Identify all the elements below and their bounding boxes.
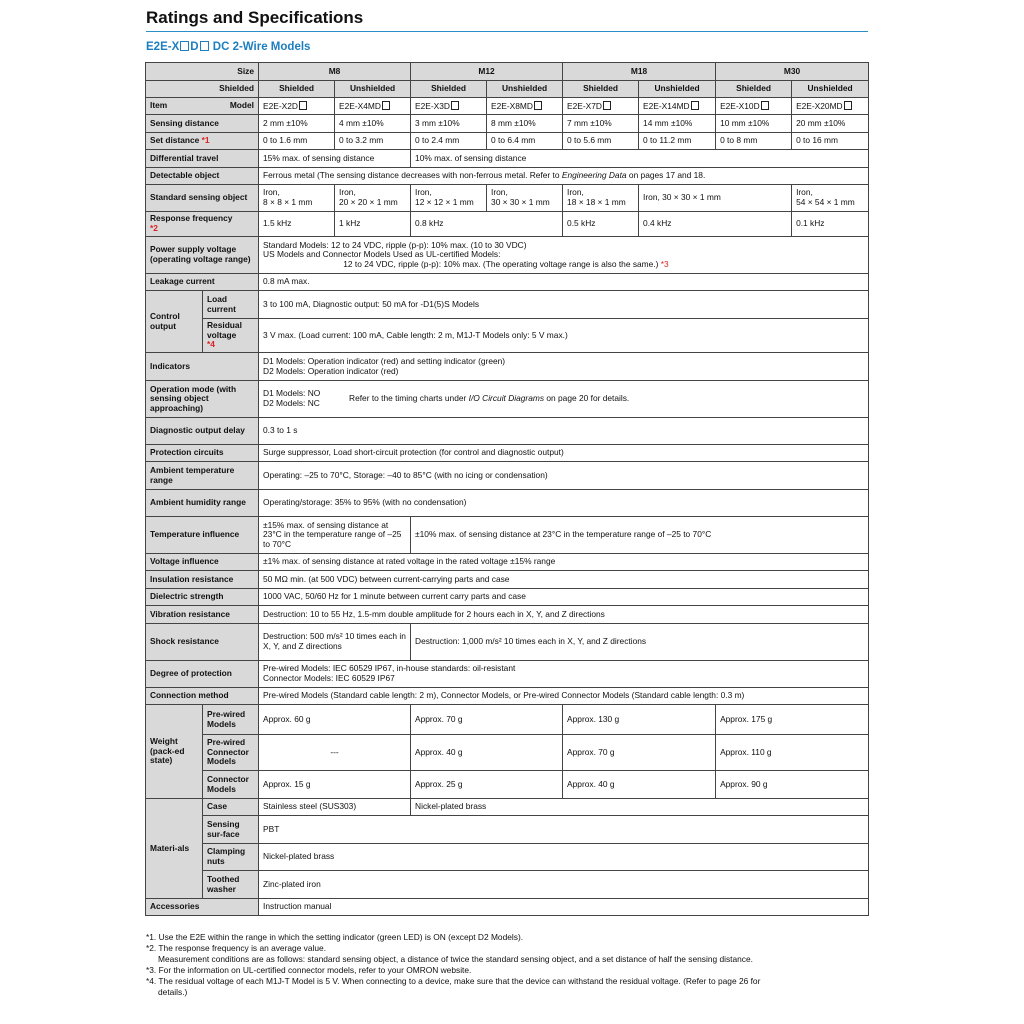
footnote-ref: *3 (660, 258, 669, 269)
materials-washer-row (146, 871, 869, 899)
row-label-text: Set distance (150, 135, 200, 146)
section-title-mid: D (190, 41, 199, 53)
spec-table (145, 62, 869, 916)
footnote: *4. The residual voltage of each M1J-T Model is 5 V. When connecting to a device, make sure that the device can withstand the residual voltage. (Refer to page 26 for (146, 976, 761, 986)
shield-type: Shielded (259, 81, 335, 98)
iron-label: Iron, (339, 187, 356, 198)
text-emphasis: I/O Circuit Diagrams (468, 393, 545, 404)
sensing-distance-row (146, 115, 869, 133)
placeholder-box-icon (200, 41, 209, 51)
set-distance-row (146, 133, 869, 150)
table-cell: 3 mm ±10% (411, 115, 487, 133)
row-label: Weight (pack-ed state) (146, 705, 203, 799)
sub-label: Pre-wired Models (203, 705, 259, 735)
header-shield-row (146, 81, 869, 98)
model-cell (411, 98, 487, 115)
header-model-row (146, 98, 869, 115)
row-label: Accessories (146, 899, 259, 916)
footnote: details.) (158, 987, 188, 997)
weight-connector-row (146, 771, 869, 799)
model-name: E2E-X8MD (491, 100, 533, 111)
diagnostic-delay-row (146, 418, 869, 445)
model-cell (639, 98, 716, 115)
footnote-ref: *4 (207, 339, 215, 350)
placeholder-box-icon (382, 101, 390, 110)
model-name: E2E-X14MD (643, 100, 690, 111)
sub-label: Clamping nuts (203, 844, 259, 871)
footnote: Measurement conditions are as follows: standard sensing object, a distance of twice the standard sensing object, and a set distance of half the sensing distance. (158, 954, 753, 964)
text-line: Pre-wired Models: IEC 60529 IP67, in-house standards: oil-resistant (263, 663, 516, 674)
row-label: Sensing distance (146, 115, 259, 133)
footnotes (146, 932, 870, 998)
row-label: Degree of protection (146, 661, 259, 688)
title-rule (146, 31, 868, 32)
placeholder-box-icon (451, 101, 459, 110)
shield-type: Shielded (716, 81, 792, 98)
voltage-influence-row (146, 554, 869, 571)
placeholder-box-icon (603, 101, 611, 110)
table-cell: 0.4 kHz (639, 212, 792, 237)
iron-label: Iron, (796, 187, 813, 198)
placeholder-box-icon (761, 101, 769, 110)
table-cell: Approx. 110 g (716, 735, 869, 771)
table-cell: 0 to 6.4 mm (487, 133, 563, 150)
table-cell: 0 to 5.6 mm (563, 133, 639, 150)
table-cell: Instruction manual (259, 899, 869, 916)
model-name: E2E-X10D (720, 100, 760, 111)
row-label: Leakage current (146, 274, 259, 291)
weight-prewired-connector-row (146, 735, 869, 771)
table-cell: Approx. 175 g (716, 705, 869, 735)
table-cell: 0 to 1.6 mm (259, 133, 335, 150)
row-label: Differential travel (146, 150, 259, 168)
placeholder-box-icon (299, 101, 307, 110)
table-cell: 0.8 kHz (411, 212, 563, 237)
table-cell: Operating/storage: 35% to 95% (with no condensation) (259, 490, 869, 517)
size-m12: M12 (411, 63, 563, 81)
row-label: Detectable object (146, 168, 259, 185)
table-cell: 1 kHz (335, 212, 411, 237)
object-size: 18 × 18 × 1 mm (567, 197, 626, 207)
row-label: Shock resistance (146, 624, 259, 661)
table-cell: 4 mm ±10% (335, 115, 411, 133)
row-label: Operation mode (with sensing object approaching) (146, 381, 259, 418)
shield-type: Unshielded (792, 81, 869, 98)
section-title (146, 41, 310, 53)
text-line: 12 to 24 VDC, ripple (p-p): 10% max. (The operating voltage range is also the same.) (343, 258, 659, 269)
text-emphasis: Engineering Data (561, 170, 627, 181)
object-size: 20 × 20 × 1 mm (339, 197, 398, 207)
footnote: *1. Use the E2E within the range in which the setting indicator (green LED) is ON (except D2 Models). (146, 932, 524, 942)
table-cell: Approx. 70 g (411, 705, 563, 735)
table-cell: Destruction: 500 m/s² 10 times each in X, Y, and Z directions (259, 624, 411, 661)
footnote-ref: *2 (150, 223, 158, 233)
model-cell (259, 98, 335, 115)
sub-label: Case (203, 799, 259, 816)
sub-label (203, 319, 259, 353)
model-name: E2E-X3D (415, 100, 450, 111)
row-label: Control output (146, 291, 203, 353)
standard-object-row (146, 185, 869, 212)
temperature-influence-row (146, 517, 869, 554)
placeholder-box-icon (844, 101, 852, 110)
iron-label: Iron, (263, 187, 280, 198)
model-cell (487, 98, 563, 115)
sub-label: Load current (203, 291, 259, 319)
text-line: Standard Models: 12 to 24 VDC, ripple (p-p): 10% max. (10 to 30 VDC) (263, 239, 527, 250)
model-cell (792, 98, 869, 115)
ambient-temperature-row (146, 462, 869, 490)
row-label (146, 133, 259, 150)
page-title: Ratings and Specifications (146, 8, 364, 27)
sub-label: Toothed washer (203, 871, 259, 899)
table-cell: 0.5 kHz (563, 212, 639, 237)
table-cell (259, 353, 869, 381)
row-label-text: Response frequency (150, 213, 233, 224)
row-label: Materi-als (146, 799, 203, 899)
protection-degree-row (146, 661, 869, 688)
row-label: Diagnostic output delay (146, 418, 259, 445)
table-cell: PBT (259, 816, 869, 844)
table-cell: 0 to 3.2 mm (335, 133, 411, 150)
ambient-humidity-row (146, 490, 869, 517)
table-cell: ±1% max. of sensing distance at rated voltage in the rated voltage ±15% range (259, 554, 869, 571)
row-label: Standard sensing object (146, 185, 259, 212)
table-cell: 3 V max. (Load current: 100 mA, Cable length: 2 m, M1J-T Models only: 5 V max.) (259, 319, 869, 353)
section-title-suffix: DC 2-Wire Models (212, 41, 311, 53)
table-cell: Approx. 40 g (411, 735, 563, 771)
row-label: Indicators (146, 353, 259, 381)
sub-label: Connector Models (203, 771, 259, 799)
text-line: D2 Models: NC (263, 398, 320, 408)
section-title-prefix: E2E-X (146, 41, 180, 53)
row-label: Insulation resistance (146, 571, 259, 589)
table-cell: Approx. 25 g (411, 771, 563, 799)
model-cell (335, 98, 411, 115)
table-cell: Approx. 40 g (563, 771, 716, 799)
row-label: Dielectric strength (146, 589, 259, 606)
row-label: Voltage influence (146, 554, 259, 571)
row-label: Connection method (146, 688, 259, 705)
shield-type: Shielded (563, 81, 639, 98)
shield-type: Unshielded (335, 81, 411, 98)
table-cell: --- (259, 735, 411, 771)
protection-circuits-row (146, 445, 869, 462)
sub-label: Pre-wired Connector Models (203, 735, 259, 771)
text-line: US Models and Connector Models Used as UL-certified Models: (263, 249, 501, 260)
detectable-object-row (146, 168, 869, 185)
iron-label: Iron, (415, 187, 432, 198)
indicators-row (146, 353, 869, 381)
table-cell: 20 mm ±10% (792, 115, 869, 133)
row-label: Protection circuits (146, 445, 259, 462)
iron-label: Iron, (567, 187, 584, 198)
table-cell: 0.1 kHz (792, 212, 869, 237)
table-cell: 0 to 8 mm (716, 133, 792, 150)
table-cell: 0.8 mA max. (259, 274, 869, 291)
size-label: Size (146, 63, 259, 81)
table-cell: 14 mm ±10% (639, 115, 716, 133)
table-cell (259, 185, 335, 212)
table-cell (259, 381, 869, 418)
footnote: *3. For the information on UL-certified connector models, refer to your OMRON website. (146, 965, 472, 975)
model-cell (563, 98, 639, 115)
footnote: *2. The response frequency is an average value. (146, 943, 327, 953)
placeholder-box-icon (180, 41, 189, 51)
leakage-current-row (146, 274, 869, 291)
object-size: 12 × 12 × 1 mm (415, 197, 474, 207)
shielded-label: Shielded (146, 81, 259, 98)
dielectric-strength-row (146, 589, 869, 606)
control-output-residual-row (146, 319, 869, 353)
table-cell: Zinc-plated iron (259, 871, 869, 899)
text-line: Connector Models: IEC 60529 IP67 (263, 673, 395, 683)
sub-label: Sensing sur-face (203, 816, 259, 844)
table-cell: Operating: –25 to 70°C, Storage: –40 to 85°C (with no icing or condensation) (259, 462, 869, 490)
row-label: Ambient humidity range (146, 490, 259, 517)
text-line: D1 Models: Operation indicator (red) and setting indicator (green) (263, 355, 506, 366)
text-line: D1 Models: NO (263, 388, 321, 399)
text-part: on page 20 for details. (544, 393, 630, 404)
size-m18: M18 (563, 63, 716, 81)
table-cell: Approx. 70 g (563, 735, 716, 771)
header-size-row (146, 63, 869, 81)
table-cell: 1.5 kHz (259, 212, 335, 237)
table-cell: Destruction: 10 to 55 Hz, 1.5-mm double amplitude for 2 hours each in X, Y, and Z directions (259, 606, 869, 624)
table-cell: 10% max. of sensing distance (411, 150, 869, 168)
table-cell (259, 168, 869, 185)
materials-surface-row (146, 816, 869, 844)
table-cell: 0 to 11.2 mm (639, 133, 716, 150)
table-cell: 3 to 100 mA, Diagnostic output: 50 mA for -D1(5)S Models (259, 291, 869, 319)
table-cell: 2 mm ±10% (259, 115, 335, 133)
table-cell (563, 185, 639, 212)
shock-resistance-row (146, 624, 869, 661)
table-cell (411, 185, 487, 212)
row-label: Ambient temperature range (146, 462, 259, 490)
row-label: Power supply voltage (operating voltage range) (146, 237, 259, 274)
row-label: Vibration resistance (146, 606, 259, 624)
table-cell (792, 185, 869, 212)
shield-type: Shielded (411, 81, 487, 98)
control-output-load-row (146, 291, 869, 319)
placeholder-box-icon (534, 101, 542, 110)
differential-travel-row (146, 150, 869, 168)
table-cell (335, 185, 411, 212)
table-cell: ±15% max. of sensing distance at 23°C in the temperature range of –25 to 70°C (259, 517, 411, 554)
accessories-row (146, 899, 869, 916)
object-size: 30 × 30 × 1 mm (491, 197, 550, 207)
size-m30: M30 (716, 63, 869, 81)
table-cell: Approx. 130 g (563, 705, 716, 735)
row-label: Temperature influence (146, 517, 259, 554)
shield-type: Unshielded (639, 81, 716, 98)
table-cell: ±10% max. of sensing distance at 23°C in the temperature range of –25 to 70°C (411, 517, 869, 554)
table-cell: Nickel-plated brass (411, 799, 869, 816)
table-cell: 1000 VAC, 50/60 Hz for 1 minute between current carry parts and case (259, 589, 869, 606)
materials-case-row (146, 799, 869, 816)
text-part: Ferrous metal (The sensing distance decreases with non-ferrous metal. Refer to (263, 170, 562, 181)
table-cell (487, 185, 563, 212)
table-cell: Surge suppressor, Load short-circuit protection (for control and diagnostic output) (259, 445, 869, 462)
table-cell: 8 mm ±10% (487, 115, 563, 133)
materials-nuts-row (146, 844, 869, 871)
model-cell (716, 98, 792, 115)
insulation-resistance-row (146, 571, 869, 589)
table-cell: 7 mm ±10% (563, 115, 639, 133)
object-size: 8 × 8 × 1 mm (263, 197, 313, 207)
table-cell (259, 661, 869, 688)
object-size: 54 × 54 × 1 mm (796, 197, 855, 207)
table-cell: Destruction: 1,000 m/s² 10 times each in X, Y, and Z directions (411, 624, 869, 661)
item-label: Item (150, 100, 168, 111)
model-name: E2E-X7D (567, 100, 602, 111)
row-label (146, 212, 259, 237)
size-m8: M8 (259, 63, 411, 81)
operation-mode-row (146, 381, 869, 418)
vibration-resistance-row (146, 606, 869, 624)
power-supply-row (146, 237, 869, 274)
connection-method-row (146, 688, 869, 705)
iron-label: Iron, (491, 187, 508, 198)
model-name: E2E-X2D (263, 100, 298, 111)
model-name: E2E-X20MD (796, 100, 843, 111)
model-name: E2E-X4MD (339, 100, 381, 111)
text-line: D2 Models: Operation indicator (red) (263, 365, 399, 376)
table-cell: 10 mm ±10% (716, 115, 792, 133)
table-cell: 0.3 to 1 s (259, 418, 869, 445)
table-cell: 15% max. of sensing distance (259, 150, 411, 168)
response-frequency-row (146, 212, 869, 237)
table-cell: Pre-wired Models (Standard cable length: 2 m), Connector Models, or Pre-wired Connector Models (Standard cable length: 0.3 m) (259, 688, 869, 705)
table-cell: 50 MΩ min. (at 500 VDC) between current-carrying parts and case (259, 571, 869, 589)
table-cell: 0 to 2.4 mm (411, 133, 487, 150)
table-cell (259, 237, 869, 274)
model-label: Model (229, 100, 255, 111)
weight-prewired-row (146, 705, 869, 735)
text-part: Refer to the timing charts under (349, 393, 469, 404)
table-cell: Approx. 60 g (259, 705, 411, 735)
table-cell: 0 to 16 mm (792, 133, 869, 150)
table-cell: Approx. 15 g (259, 771, 411, 799)
table-cell: Nickel-plated brass (259, 844, 869, 871)
table-cell: Iron, 30 × 30 × 1 mm (639, 185, 792, 212)
table-cell: Stainless steel (SUS303) (259, 799, 411, 816)
shield-type: Unshielded (487, 81, 563, 98)
item-model-header (146, 98, 259, 115)
table-cell: Approx. 90 g (716, 771, 869, 799)
placeholder-box-icon (691, 101, 699, 110)
sub-label-text: Residual voltage (207, 320, 242, 340)
text-part: on pages 17 and 18. (626, 170, 706, 181)
footnote-ref: *1 (201, 135, 210, 146)
